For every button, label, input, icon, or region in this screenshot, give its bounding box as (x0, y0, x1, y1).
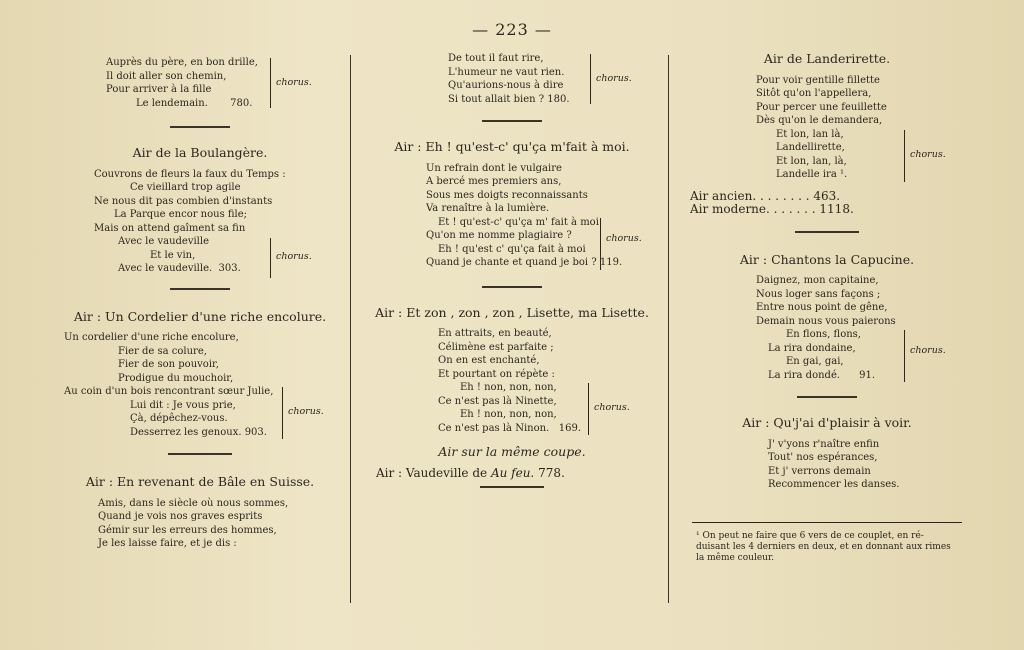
verse-line: Un cordelier d'une riche encolure, (64, 332, 239, 343)
air-reference-number: 778. (534, 465, 565, 480)
column-1 (60, 48, 340, 551)
verse-line: Va renaître à la lumière. (426, 203, 550, 214)
chorus-label: chorus. (276, 250, 312, 262)
verse-line: Ce n'est pas là Ninette, (438, 395, 557, 407)
separator (168, 453, 232, 455)
chorus-brace (270, 238, 271, 278)
verse-line: Eh ! non, non, non, (460, 382, 557, 393)
verse-line: A bercé mes premiers ans, (426, 176, 562, 187)
verse-line: Ce n'est pas là Ninon. 169. (438, 422, 582, 434)
column-2 (362, 48, 662, 488)
verse-line: Le lendemain. 780. (136, 97, 253, 109)
verse-line: En gai, gai, (786, 356, 844, 367)
air-heading: Air : Eh ! qu'est-c' qu'ça m'fait à moi. (394, 139, 630, 154)
stanza-1 (756, 74, 972, 182)
verse-line: Ce vieillard trop agile (130, 182, 241, 193)
verse-line: Recommencer les danses. (768, 479, 900, 490)
air-heading: Air de la Boulangère. (132, 145, 268, 160)
stanza-1 (106, 56, 340, 110)
separator (482, 120, 542, 122)
chorus-label: chorus. (288, 406, 324, 417)
verse-line: La rira dondé. 91. (768, 369, 876, 381)
verse-line: Si tout allait bien ? 180. (448, 93, 570, 105)
chorus-brace (588, 383, 589, 435)
verse-line: Célimène est parfaite ; (438, 341, 554, 353)
column-divider-left (350, 55, 351, 603)
air-ancien: Air ancien. . . . . . . . 463. (690, 188, 841, 203)
verse-line: Avec le vaudeville. 303. (118, 263, 241, 274)
stanza-3 (64, 331, 340, 439)
air-heading: Air de Landerirette. (763, 51, 891, 66)
verse-line: Quand je vois nos graves esprits (98, 511, 263, 522)
stanza-2 (756, 274, 972, 382)
chorus-brace (282, 387, 283, 439)
column-divider-right (668, 55, 669, 603)
verse-line: De tout il faut rire, (448, 53, 544, 64)
verse-line: Quand je chante et quand je boi ? 119. (426, 257, 623, 268)
verse-line: Et le vin, (150, 249, 196, 261)
verse-line: Daignez, mon capitaine, (756, 275, 879, 286)
verse-line: Amis, dans le siècle où nous sommes, (98, 497, 289, 509)
stanza-1 (448, 52, 662, 106)
verse-line: Au coin d'un bois rencontrant sœur Julie, (64, 386, 274, 397)
verse-line: Je les laisse faire, et je dis : (98, 538, 237, 549)
verse-line: Desserrez les genoux. 903. (130, 426, 267, 438)
verse-line: Çà, dépêchez-vous. (130, 413, 228, 424)
verse-line: Fier de sa colure, (118, 345, 207, 357)
separator (482, 286, 542, 288)
chorus-brace (270, 58, 271, 108)
verse-line: Et j' verrons demain (768, 465, 871, 477)
air-reference (376, 467, 662, 481)
verse-line: Un refrain dont le vulgaire (426, 162, 562, 174)
verse-line: Auprès du père, en bon drille, (106, 57, 258, 68)
verse-line: Landellirette, (776, 142, 845, 153)
verse-line: Et lon, lan là, (776, 128, 844, 140)
chorus-label: chorus. (594, 402, 630, 413)
verse-line: Pour voir gentille fillette (756, 74, 880, 86)
air-heading-italic (362, 445, 662, 459)
verse-line: Ne nous dit pas combien d'instants (94, 195, 273, 207)
verse-line: La rira dondaine, (768, 342, 856, 354)
verse-line: L'humeur ne vaut rien. (448, 66, 565, 78)
stanza-2 (426, 162, 662, 270)
stanza-3 (438, 327, 662, 435)
verse-line: Nous loger sans façons ; (756, 288, 881, 300)
verse-line: Il doit aller son chemin, (106, 70, 227, 82)
chorus-brace (600, 218, 601, 270)
verse-line: Fier de son pouvoir, (118, 359, 219, 370)
verse-line: Et lon, lan, là, (776, 155, 847, 167)
separator (170, 126, 230, 128)
separator (480, 486, 544, 488)
footnote (696, 531, 972, 564)
verse-line: Qu'on me nomme plagiaire ? (426, 230, 572, 241)
verse-line: Eh ! non, non, non, (460, 409, 557, 420)
verse-line: Tout' nos espérances, (768, 452, 878, 463)
verse-line: Prodigue du mouchoir, (118, 372, 234, 384)
verse-line: Couvrons de fleurs la faux du Temps : (94, 168, 286, 180)
chorus-brace (590, 54, 591, 104)
chorus-label: chorus. (276, 77, 312, 88)
air-moderne: Air moderne. . . . . . . 1118. (690, 202, 854, 216)
separator (170, 288, 230, 290)
air-heading: Air : Un Cordelier d'une riche encolure. (73, 308, 327, 324)
footnote-line: la même couleur. (696, 552, 775, 563)
verse-line: En flons, flons, (786, 329, 861, 340)
chorus-label: chorus. (596, 73, 632, 84)
chorus-brace (904, 130, 905, 182)
footnote-rule (692, 522, 962, 523)
verse-line: Pour percer une feuillette (756, 101, 887, 113)
stanza-4 (98, 497, 340, 551)
verse-line: Avec le vaudeville (118, 236, 209, 247)
verse-line: Mais on attend gaîment sa fin (94, 222, 246, 234)
air-heading: Air : Et zon , zon , zon , Lisette, ma Lisette. (375, 304, 649, 320)
verse-line: Lui dit : Je vous prie, (130, 399, 236, 411)
separator (795, 231, 859, 233)
verse-line: En attraits, en beauté, (438, 328, 552, 339)
verse-line: On en est enchanté, (438, 355, 540, 366)
air-heading: Air : Qu'j'ai d'plaisir à voir. (742, 415, 912, 430)
verse-line: Et ! qu'est-c' qu'ça m' fait à moi (438, 216, 599, 228)
footnote-line: duisant les 4 derniers en deux, et en donnant aux rimes (696, 541, 951, 552)
verse-line: Landelle ira ¹. (776, 169, 848, 180)
verse-line: Sous mes doigts reconnaissants (426, 189, 588, 201)
stanza-2 (94, 168, 340, 276)
column-3 (682, 48, 972, 564)
chorus-brace (904, 330, 905, 382)
page-number: — 223 — (472, 20, 552, 39)
verse-line: J' v'yons r'naître enfin (768, 438, 880, 450)
chorus-label: chorus. (910, 345, 946, 356)
air-heading-italic-text: Air sur la même coupe. (438, 444, 586, 459)
stanza-3 (768, 438, 972, 492)
verse-line: Pour arriver à la fille (106, 84, 212, 95)
verse-line: Entre nous point de gêne, (756, 302, 888, 313)
air-reference-title: Au feu. (490, 465, 535, 480)
verse-line: Eh ! qu'est c' qu'ça fait à moi (438, 243, 586, 255)
verse-line: Gémir sur les erreurs des hommes, (98, 524, 277, 536)
verse-line: Et pourtant on répète : (438, 368, 555, 380)
footnote-line: ¹ On peut ne faire que 6 vers de ce couplet, en ré- (696, 530, 924, 541)
chorus-label: chorus. (606, 232, 642, 244)
air-reference-prefix: Air : Vaudeville de (376, 465, 491, 480)
verse-line: Qu'aurions-nous à dire (448, 80, 564, 91)
verse-line: La Parque encor nous file; (114, 209, 248, 220)
chorus-label: chorus. (910, 148, 946, 160)
verse-line: Dès qu'on le demandera, (756, 115, 883, 126)
air-heading: Air : Chantons la Capucine. (739, 251, 915, 267)
verse-line: Sitôt qu'on l'appellera, (756, 88, 872, 99)
verse-line: Demain nous vous paierons (756, 315, 896, 327)
air-heading: Air : En revenant de Bâle en Suisse. (85, 474, 315, 489)
separator (797, 396, 857, 398)
